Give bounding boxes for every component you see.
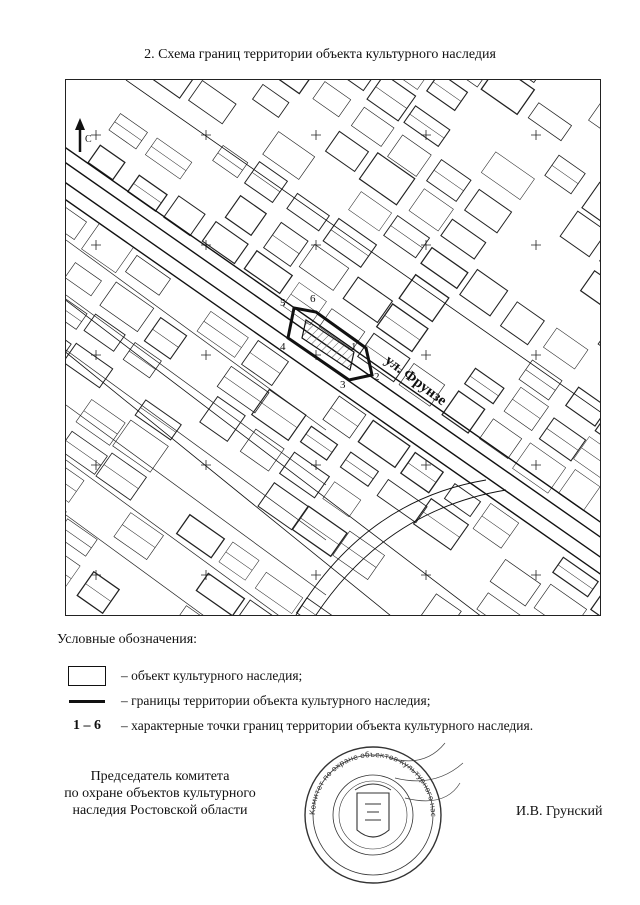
parcel-outline [200, 397, 245, 442]
parcel-outline [299, 244, 349, 290]
parcel-divider [410, 114, 444, 138]
grid-cross-mark [311, 130, 321, 140]
parcel-divider [331, 230, 369, 256]
parcel-outline [513, 443, 566, 493]
parcel-outline [481, 80, 534, 114]
parcel-outline [441, 219, 486, 259]
legend-title: Условные обозначения: [57, 632, 198, 647]
parcel-outline [244, 251, 292, 294]
parcel-divider [204, 321, 242, 347]
north-arrow-icon [75, 118, 92, 152]
cadastral-map [65, 79, 601, 616]
parcel-divider [224, 376, 262, 402]
parcel-outline [113, 420, 169, 472]
street-label: ул. Фрунзе [381, 352, 450, 410]
parcel-outline [263, 132, 315, 180]
parcel-outline [82, 223, 134, 272]
survey-line [66, 515, 326, 615]
parcel-outline [460, 270, 508, 316]
grid-cross-mark [91, 130, 101, 140]
parcel-outline [589, 94, 600, 141]
grid-cross-mark [421, 350, 431, 360]
survey-line [66, 295, 326, 485]
grid-cross-mark [531, 130, 541, 140]
parcel-divider [482, 516, 510, 536]
survey-line [66, 405, 326, 595]
parcel-outline [66, 431, 107, 474]
parcel-outline [367, 80, 416, 121]
survey-line [66, 460, 326, 615]
legend-text: – объект культурного наследия; [121, 668, 303, 683]
legend-text: – границы территории объекта культурного наследия; [121, 693, 431, 708]
parcel-outline [559, 470, 600, 511]
parcel-divider [218, 153, 243, 170]
parcel-divider [301, 518, 339, 545]
parcel-outline [388, 135, 432, 177]
grid-cross-mark [311, 460, 321, 470]
parcel-outline [66, 199, 87, 239]
parcel-divider [391, 226, 423, 248]
parcel-outline [126, 255, 171, 295]
parcel-outline [582, 182, 600, 228]
parcel-outline [323, 482, 361, 517]
parcel-divider [434, 170, 464, 191]
position-line: наследия Ростовской области [72, 803, 248, 818]
parcel-outline [358, 420, 410, 467]
legend-item-boundary [57, 693, 431, 709]
parcel-outline [66, 519, 97, 556]
survey-line [66, 350, 326, 540]
grid-cross-mark [531, 350, 541, 360]
parcel-divider [151, 146, 186, 170]
survey-line [66, 240, 326, 430]
parcel-divider [66, 471, 76, 492]
parcel-outline [391, 80, 432, 90]
parcel-outline [326, 131, 369, 171]
parcel-outline [399, 275, 449, 322]
grid-cross-mark [421, 460, 431, 470]
parcel-outline [507, 80, 549, 83]
point-label-1: 1 [351, 341, 357, 353]
parcel-divider [558, 565, 593, 589]
parcel-divider [85, 584, 110, 602]
point-label-4: 4 [280, 341, 286, 353]
parcel-outline [145, 80, 193, 98]
page-title: 2. Схема границ территории объекта культурного наследия [144, 47, 496, 62]
position-line: по охране объектов культурного [64, 786, 256, 801]
parcel-divider [306, 434, 332, 452]
parcel-outline [595, 410, 600, 456]
grid-cross-mark [421, 130, 431, 140]
parcel-outline [66, 460, 84, 503]
position-line: Председатель комитета [90, 769, 230, 784]
parcel-outline [427, 80, 468, 110]
signatory-name: И.В. Грунский [516, 804, 603, 819]
parcel-outline [446, 80, 491, 87]
parcel-outline [581, 271, 600, 318]
parcel-divider [134, 183, 162, 202]
parcel-outline [297, 598, 346, 615]
parcel-divider [153, 329, 179, 347]
grid-cross-mark [531, 460, 541, 470]
grid-cross-mark [91, 460, 101, 470]
parcel-outline [313, 82, 351, 117]
parcel-divider [140, 407, 175, 432]
parcel-outline [253, 84, 289, 117]
parcel-outline [66, 263, 101, 296]
parcel-outline [481, 152, 534, 200]
official-seal [295, 738, 465, 888]
parcel-outline [66, 343, 113, 387]
grid-cross-mark [91, 570, 101, 580]
parcel-outline [176, 606, 219, 615]
point-label-2: 2 [374, 371, 380, 383]
parcel-divider [115, 122, 142, 141]
parcel-outline [84, 314, 125, 351]
parcel-divider [252, 172, 280, 192]
parcel-divider [376, 87, 407, 109]
north-label: С [85, 134, 92, 145]
parcel-outline [359, 153, 414, 205]
parcel-divider [302, 605, 340, 615]
parcel-outline [421, 248, 468, 289]
parcel-divider [512, 399, 540, 418]
point-label-5: 5 [280, 297, 286, 309]
parcel-outline [560, 211, 600, 257]
parcel-divider [331, 408, 358, 427]
parcel-outline [66, 545, 80, 591]
parcel-outline [501, 302, 545, 345]
parcel-outline [196, 573, 244, 615]
object-box-icon [68, 666, 106, 686]
parcel-outline [164, 196, 205, 236]
parcel-divider [272, 235, 299, 254]
parcel-outline [287, 193, 329, 230]
parcel-divider [261, 402, 298, 428]
parcel-outline [419, 594, 461, 615]
signatory-position [45, 768, 275, 819]
parcel-outline [225, 196, 266, 236]
legend-text: – характерные точки границ территории объекта культурного наследия. [121, 718, 534, 733]
parcel-outline [566, 387, 600, 426]
seal-text: Комитет по охране объектов культурного нас [307, 749, 439, 817]
parcel-outline [189, 81, 236, 124]
parcel-outline [534, 584, 587, 615]
parcel-outline [598, 323, 600, 366]
parcel-outline [100, 282, 154, 332]
parcel-divider [66, 558, 71, 579]
legend-item-object [57, 666, 302, 686]
parcel-outline [177, 515, 225, 558]
parcel-divider [122, 525, 155, 548]
parcel-outline [477, 593, 521, 615]
grid-cross-mark [311, 240, 321, 250]
parcel-outline [88, 145, 125, 180]
grid-cross-mark [311, 570, 321, 580]
parcel-outline [490, 559, 540, 606]
boundary-line-icon [69, 700, 105, 703]
parcel-outline [324, 80, 378, 91]
parcel-outline [255, 572, 303, 613]
grid-cross-mark [201, 350, 211, 360]
parcel-divider [470, 376, 498, 396]
parcel-outline [280, 452, 330, 498]
parcel-outline [258, 483, 308, 530]
point-label-6: 6 [310, 293, 316, 305]
parcel-outline [543, 328, 588, 369]
parcel-divider [581, 448, 600, 474]
parcel-divider [552, 165, 578, 183]
point-label-3: 3 [340, 379, 346, 391]
parcel-outline [66, 291, 87, 330]
legend-item-points [57, 718, 533, 734]
grid-cross-mark [91, 240, 101, 250]
points-range-label: 1 – 6 [73, 718, 101, 733]
parcel-divider [226, 552, 252, 570]
parcel-divider [408, 463, 436, 483]
parcel-outline [465, 189, 512, 232]
parcel-divider [250, 352, 280, 373]
parcel-outline [238, 600, 277, 615]
grid-cross-mark [91, 350, 101, 360]
grid-cross-mark [531, 240, 541, 250]
grid-cross-mark [201, 570, 211, 580]
parcel-divider [346, 460, 374, 479]
